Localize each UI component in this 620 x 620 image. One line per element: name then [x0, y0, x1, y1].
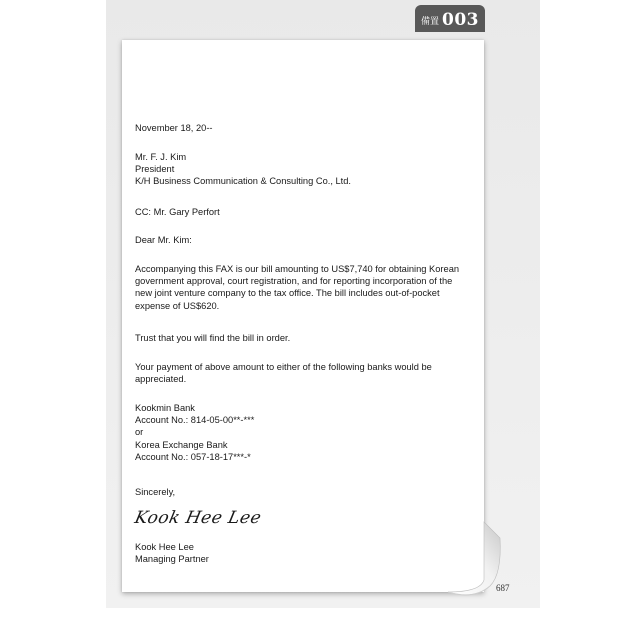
recipient-name: Mr. F. J. Kim [135, 152, 187, 162]
salutation: Dear Mr. Kim: [135, 235, 192, 245]
bank-list [135, 402, 480, 463]
section-tab-number: 003 [442, 10, 479, 30]
signer-title: Managing Partner [135, 554, 209, 565]
closing: Sincerely, [135, 487, 176, 497]
handwritten-signature: Kook Hee Lee [132, 508, 264, 528]
payment-paragraph [135, 361, 480, 385]
bank-account: Account No.: 814-05-00**-*** [135, 415, 255, 426]
letter-date: November 18, 20-- [135, 123, 213, 133]
bank-name: Kookmin Bank [135, 403, 195, 413]
bank-name: Korea Exchange Bank [135, 439, 228, 450]
recipient-company: K/H Business Communication & Consulting Co., Ltd. [135, 176, 351, 187]
body-line: expense of US$620. [135, 300, 220, 311]
trust-paragraph: Trust that you will find the bill in order. [135, 333, 291, 343]
body-line: Accompanying this FAX is our bill amounting to US$7,740 for obtaining Korean [135, 264, 460, 274]
bank-account: Account No.: 057-18-17***-* [135, 451, 251, 462]
cc-line: CC: Mr. Gary Perfort [135, 207, 220, 217]
page-number: 687 [496, 583, 510, 593]
bank-or: or [135, 427, 144, 438]
signer-block [135, 541, 480, 565]
body-line: government approval, court registration, and for reporting incorporation of the [135, 276, 453, 287]
payment-line: Your payment of above amount to either of the following banks would be [135, 362, 432, 372]
signer-name: Kook Hee Lee [135, 542, 194, 552]
section-tab-label: 備置 [420, 16, 439, 26]
payment-line: appreciated. [135, 374, 187, 385]
recipient-title: President [135, 164, 175, 175]
section-tab [415, 5, 485, 32]
body-paragraph [135, 263, 480, 312]
recipient-block [135, 151, 480, 188]
body-line: new joint venture company to the tax office. The bill includes out-of-pocket [135, 288, 440, 299]
